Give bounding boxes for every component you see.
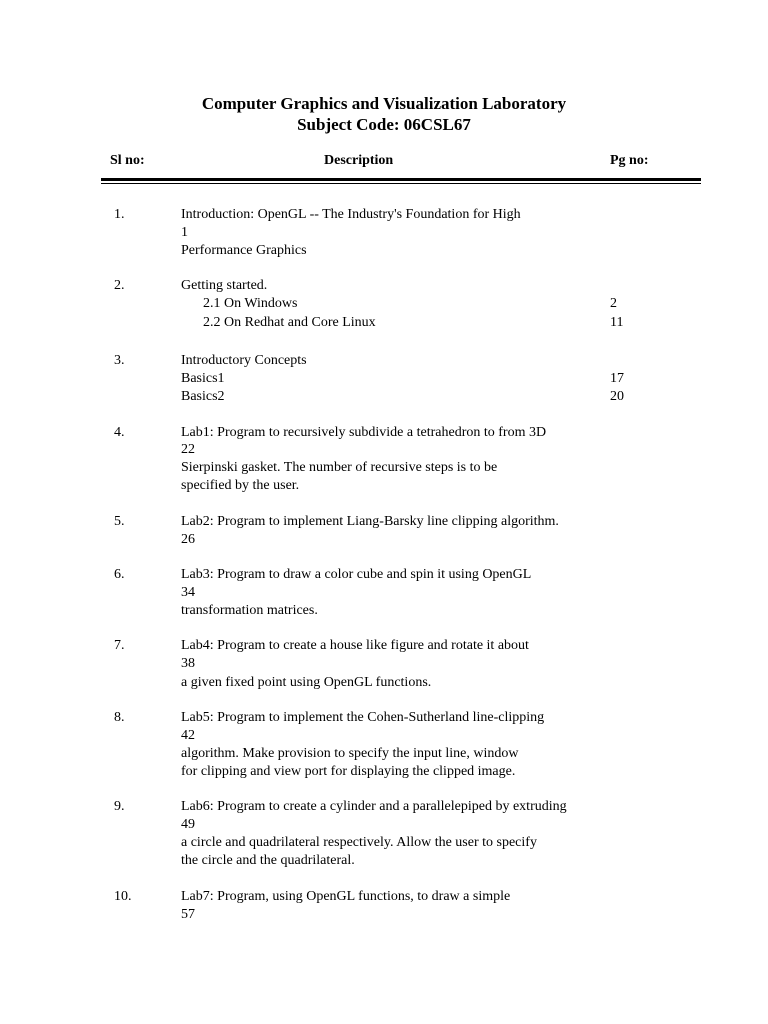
- entry-page: 42: [181, 728, 195, 743]
- entry-text: Introductory Concepts: [181, 353, 307, 368]
- entry-text: Performance Graphics: [181, 243, 307, 258]
- entry-number: 6.: [114, 567, 125, 582]
- entry-text: a given fixed point using OpenGL functions.: [181, 675, 432, 690]
- entry-text: Basics1: [181, 371, 225, 386]
- entry-text: Lab4: Program to create a house like figure and rotate it about: [181, 638, 529, 653]
- header-rule-thin: [101, 183, 701, 184]
- entry-text: Introduction: OpenGL -- The Industry's Foundation for High: [181, 207, 521, 222]
- entry-text: algorithm. Make provision to specify the input line, window: [181, 746, 519, 761]
- entry-page: 11: [610, 315, 624, 330]
- header-rule-thick: [101, 178, 701, 181]
- entry-page: 49: [181, 817, 195, 832]
- entry-number: 7.: [114, 638, 125, 653]
- entry-page: 20: [610, 389, 624, 404]
- entry-text: Lab7: Program, using OpenGL functions, to draw a simple: [181, 889, 511, 904]
- header-description: Description: [324, 153, 394, 168]
- entry-text: transformation matrices.: [181, 603, 318, 618]
- entry-page: 38: [181, 656, 195, 671]
- entry-text: specified by the user.: [181, 478, 300, 493]
- entry-number: 1.: [114, 207, 125, 222]
- entry-number: 4.: [114, 425, 125, 440]
- entry-page: 34: [181, 585, 195, 600]
- entry-text: Lab1: Program to recursively subdivide a tetrahedron to from 3D: [181, 425, 547, 440]
- document-title: Computer Graphics and Visualization Laboratory: [201, 94, 567, 113]
- entry-page: 26: [181, 532, 195, 547]
- entry-text: a circle and quadrilateral respectively. Allow the user to specify: [181, 835, 537, 850]
- entry-text: Lab5: Program to implement the Cohen-Sutherland line-clipping: [181, 710, 545, 725]
- entry-page: 57: [181, 907, 195, 922]
- entry-page: 2: [610, 296, 617, 311]
- entry-number: 2.: [114, 278, 125, 293]
- entry-text: the circle and the quadrilateral.: [181, 853, 355, 868]
- entry-page: 1: [181, 225, 188, 240]
- subject-code: Subject Code: 06CSL67: [297, 115, 471, 134]
- entry-text: Lab6: Program to create a cylinder and a parallelepiped by extruding: [181, 799, 567, 814]
- entry-subitem: 2.1 On Windows: [203, 296, 298, 311]
- entry-page: 17: [610, 371, 624, 386]
- header-pg-no: Pg no:: [610, 153, 649, 168]
- entry-number: 10.: [114, 889, 132, 904]
- entry-number: 9.: [114, 799, 125, 814]
- entry-text: Lab3: Program to draw a color cube and spin it using OpenGL: [181, 567, 532, 582]
- entry-page: 22: [181, 442, 195, 457]
- entry-text: for clipping and view port for displaying the clipped image.: [181, 764, 516, 779]
- entry-text: Sierpinski gasket. The number of recursive steps is to be: [181, 460, 498, 475]
- entry-number: 8.: [114, 710, 125, 725]
- entry-text: Lab2: Program to implement Liang-Barsky line clipping algorithm.: [181, 514, 559, 529]
- header-sl-no: Sl no:: [110, 153, 145, 168]
- entry-subitem: 2.2 On Redhat and Core Linux: [203, 315, 376, 330]
- entry-text: Getting started.: [181, 278, 268, 293]
- entry-text: Basics2: [181, 389, 225, 404]
- entry-number: 5.: [114, 514, 125, 529]
- entry-number: 3.: [114, 353, 125, 368]
